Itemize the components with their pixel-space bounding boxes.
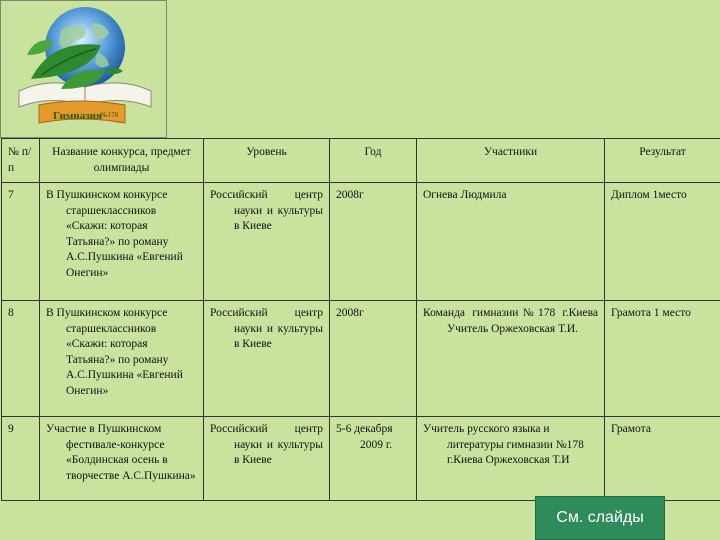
table-row [2, 417, 720, 501]
row-contest: В Пушкинском конкурсе старшеклассников «Скажи: которая Татьяна?» по роману А.С.Пушкина «Евгений Онегин» [40, 183, 204, 301]
row-result: Грамота [605, 417, 720, 501]
row-level: Российский центр науки и культуры в Киеве [204, 301, 330, 417]
header-participants: Участники [417, 139, 605, 183]
row-year: 5-6 декабря 2009 г. [330, 417, 417, 501]
view-slides-button[interactable] [535, 496, 665, 540]
row-year: 2008г [330, 183, 417, 301]
table-row [2, 183, 720, 301]
contest-table [1, 138, 720, 501]
row-contest: В Пушкинском конкурсе старшеклассников «Скажи: которая Татьяна?» по роману А.С.Пушкина «Евгений Онегин» [40, 301, 204, 417]
row-contest: Участие в Пушкинском фестивале-конкурсе «Болдинская осень в творчестве А.С.Пушкина» [40, 417, 204, 501]
table-header-row [2, 139, 720, 183]
row-level: Российский центр науки и культуры в Киеве [204, 183, 330, 301]
view-slides-label: См. слайды [556, 509, 644, 526]
header-level: Уровень [204, 139, 330, 183]
header-num: № п/п [2, 139, 40, 183]
row-num: 9 [2, 417, 40, 501]
school-logo [0, 0, 167, 138]
row-year: 2008г [330, 301, 417, 417]
row-result: Диплом 1место [605, 183, 720, 301]
row-level: Российский центр науки и культуры в Киеве [204, 417, 330, 501]
banner-text: Гимназия [53, 110, 102, 122]
table-row [2, 301, 720, 417]
header-year: Год [330, 139, 417, 183]
row-participants: Команда гимназии№178 г.Киева Учитель Оржеховская Т.И. [417, 301, 605, 417]
row-participants: Огнева Людмила [417, 183, 605, 301]
row-num: 7 [2, 183, 40, 301]
school-emblem-icon [1, 1, 166, 137]
row-result: Грамота 1 место [605, 301, 720, 417]
header-result: Результат [605, 139, 720, 183]
header-contest: Название конкурса, предмет олимпиады [40, 139, 204, 183]
row-participants: Учитель русского языка и литературы гимназии №178 г.Киева Оржеховская Т.И [417, 417, 605, 501]
banner-number: №178 [101, 111, 119, 119]
row-num: 8 [2, 301, 40, 417]
